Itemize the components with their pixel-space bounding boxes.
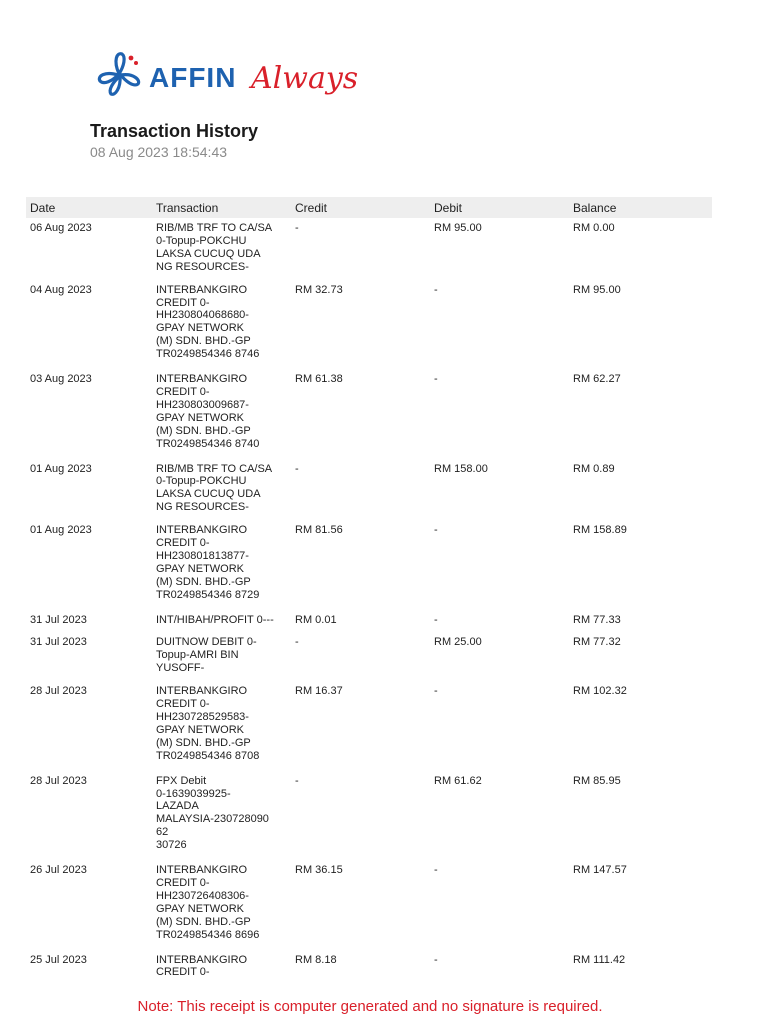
row-balance: RM 147.57: [573, 864, 627, 877]
table-row: [26, 280, 712, 369]
column-header-balance: Balance: [573, 200, 617, 215]
row-debit: -: [434, 373, 438, 386]
column-header-credit: Credit: [295, 200, 328, 215]
table-row: [26, 632, 712, 681]
row-transaction: INTERBANKGIRO CREDIT 0- HH230801813877- GPAY NETWORK (M) SDN. BHD.-GP TR0249854346 8729: [156, 524, 260, 601]
table-row: [26, 218, 712, 280]
row-credit: RM 36.15: [295, 864, 343, 877]
row-transaction: INTERBANKGIRO CREDIT 0- HH230804068680- GPAY NETWORK (M) SDN. BHD.-GP TR0249854346 8746: [156, 283, 260, 361]
table-row: [26, 520, 712, 609]
row-date: 28 Jul 2023: [30, 685, 87, 698]
row-date: 26 Jul 2023: [30, 864, 87, 877]
affin-logo-graphic: [95, 48, 360, 106]
table-body: [26, 218, 712, 979]
flower-icon: [99, 54, 138, 95]
row-balance: RM 77.32: [573, 636, 621, 649]
row-balance: RM 85.95: [573, 774, 621, 787]
row-balance: RM 158.89: [573, 524, 627, 537]
row-transaction: INTERBANKGIRO CREDIT 0- HH230803009687- GPAY NETWORK (M) SDN. BHD.-GP TR0249854346 8740: [156, 373, 260, 450]
row-date: 31 Jul 2023: [30, 613, 87, 626]
row-debit: -: [434, 524, 438, 537]
generated-timestamp: 08 Aug 2023 18:54:43: [90, 144, 228, 160]
row-debit: -: [434, 685, 438, 698]
row-balance: RM 95.00: [573, 283, 621, 296]
row-transaction: DUITNOW DEBIT 0- Topup-AMRI BIN YUSOFF-: [156, 636, 257, 675]
row-balance: RM 0.00: [573, 222, 615, 234]
table-row: [26, 369, 712, 458]
table-row: [26, 771, 712, 860]
flower-dots: [129, 56, 138, 65]
row-debit: RM 61.62: [434, 774, 482, 787]
row-credit: RM 16.37: [295, 685, 343, 698]
row-date: 01 Aug 2023: [30, 462, 92, 475]
row-balance: RM 111.42: [573, 953, 626, 966]
row-date: 06 Aug 2023: [30, 222, 92, 234]
row-credit: -: [295, 636, 299, 649]
row-debit: RM 25.00: [434, 636, 482, 649]
row-transaction: RIB/MB TRF TO CA/SA 0-Topup-POKCHU LAKSA CUCUQ UDA NG RESOURCES-: [156, 222, 273, 273]
transaction-table: [26, 197, 712, 979]
table-row: [26, 459, 712, 521]
row-balance: RM 77.33: [573, 613, 621, 626]
brand-name: AFFIN: [149, 62, 237, 93]
table-row: [26, 950, 712, 980]
row-transaction: INTERBANKGIRO CREDIT 0-: [156, 953, 248, 979]
row-balance: RM 0.89: [573, 462, 615, 475]
row-debit: -: [434, 283, 438, 296]
row-credit: -: [295, 462, 299, 475]
table-row: [26, 860, 712, 949]
column-header-debit: Debit: [434, 200, 463, 215]
brand-tagline: Always: [251, 61, 359, 96]
table-row: [26, 610, 712, 633]
row-transaction: INTERBANKGIRO CREDIT 0- HH230728529583- GPAY NETWORK (M) SDN. BHD.-GP TR0249854346 8708: [156, 685, 260, 762]
row-balance: RM 102.32: [573, 685, 627, 698]
row-debit: -: [434, 953, 438, 966]
column-header-date: Date: [30, 200, 56, 215]
row-date: 25 Jul 2023: [30, 953, 87, 966]
row-balance: RM 62.27: [573, 373, 621, 386]
affin-logo: [95, 48, 360, 106]
row-debit: RM 95.00: [434, 222, 482, 234]
row-credit: RM 81.56: [295, 524, 343, 537]
row-date: 03 Aug 2023: [30, 373, 92, 386]
footer-note: Note: This receipt is computer generated and no signature is required.: [137, 998, 603, 1015]
row-credit: RM 8.18: [295, 953, 337, 966]
row-transaction: RIB/MB TRF TO CA/SA 0-Topup-POKCHU LAKSA CUCUQ UDA NG RESOURCES-: [156, 462, 273, 514]
table-header: [26, 197, 712, 218]
row-transaction: INTERBANKGIRO CREDIT 0- HH230726408306- GPAY NETWORK (M) SDN. BHD.-GP TR0249854346 8696: [156, 864, 260, 941]
row-debit: -: [434, 613, 438, 626]
row-credit: -: [295, 774, 299, 787]
row-debit: -: [434, 864, 438, 877]
row-date: 04 Aug 2023: [30, 283, 92, 296]
row-credit: RM 61.38: [295, 373, 343, 386]
row-credit: RM 0.01: [295, 613, 337, 626]
row-date: 28 Jul 2023: [30, 774, 87, 787]
table-row: [26, 681, 712, 770]
page-title: Transaction History: [90, 121, 259, 141]
row-debit: RM 158.00: [434, 462, 488, 475]
row-transaction: FPX Debit 0-1639039925- LAZADA MALAYSIA-230728090 62 30726: [156, 774, 269, 852]
row-credit: -: [295, 222, 299, 234]
row-date: 01 Aug 2023: [30, 524, 92, 537]
row-credit: RM 32.73: [295, 283, 343, 296]
row-transaction: INT/HIBAH/PROFIT 0---: [156, 613, 274, 626]
column-header-transaction: Transaction: [156, 200, 219, 215]
row-date: 31 Jul 2023: [30, 636, 87, 649]
